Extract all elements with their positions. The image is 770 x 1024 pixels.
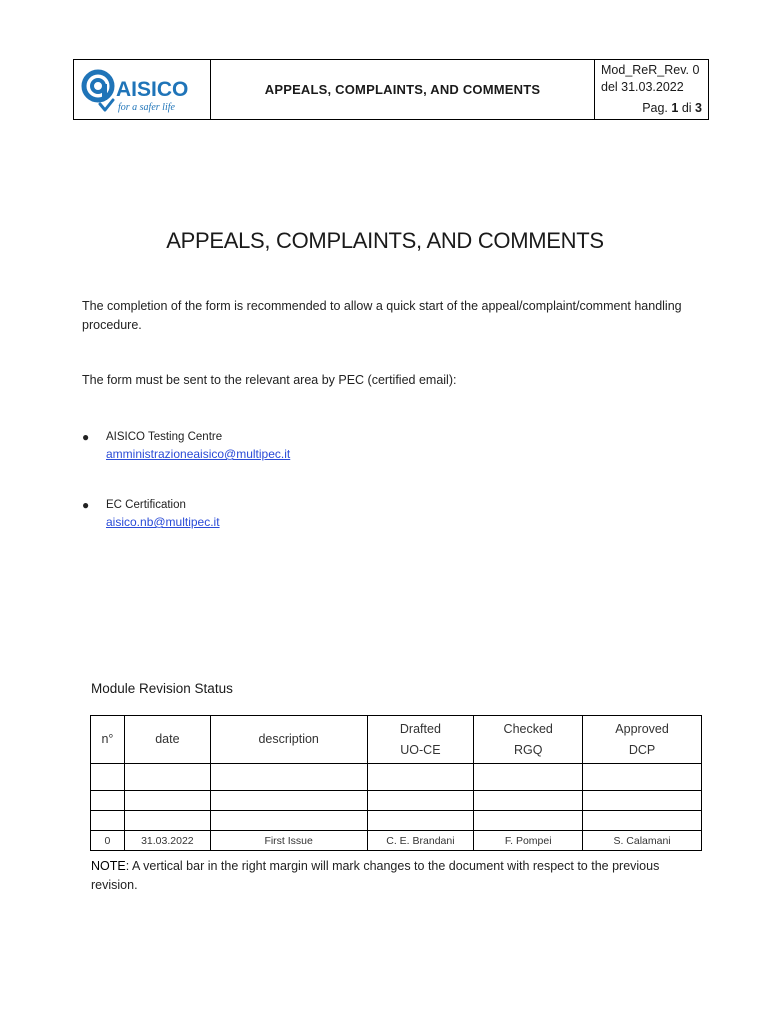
revision-heading: Module Revision Status xyxy=(91,681,233,696)
table-cell: S. Calamani xyxy=(583,831,702,851)
table-cell: First Issue xyxy=(210,831,367,851)
module-code: Mod_ReR_Rev. 0 xyxy=(601,63,700,77)
logo-name: AISICO xyxy=(116,78,189,101)
aisico-logo-icon xyxy=(80,66,204,116)
document-header xyxy=(73,59,709,120)
column-header: Drafted UO-CE xyxy=(367,716,474,764)
contact-email-link[interactable]: aisico.nb@multipec.it xyxy=(106,515,220,529)
table-cell: F. Pompei xyxy=(474,831,583,851)
table-row xyxy=(91,791,702,811)
table-cell: 0 xyxy=(91,831,125,851)
revision-note xyxy=(91,857,701,894)
page-prefix: Pag. xyxy=(642,101,668,115)
logo-cell xyxy=(74,60,211,119)
table-header-row xyxy=(91,716,702,764)
column-header: Approved DCP xyxy=(583,716,702,764)
bullet-icon: ● xyxy=(82,498,90,512)
page-current: 1 xyxy=(671,101,679,115)
send-paragraph: The form must be sent to the relevant area by PEC (certified email): xyxy=(82,373,457,387)
header-meta xyxy=(595,60,708,119)
header-title: APPEALS, COMPLAINTS, AND COMMENTS xyxy=(211,60,595,119)
column-header: date xyxy=(124,716,210,764)
column-header: description xyxy=(210,716,367,764)
revision-table xyxy=(90,715,702,851)
page-number xyxy=(601,100,702,117)
table-row xyxy=(91,831,702,851)
column-header: n° xyxy=(91,716,125,764)
table-cell: C. E. Brandani xyxy=(367,831,474,851)
note-label: NOTE xyxy=(91,859,126,873)
page-total: 3 xyxy=(695,101,702,115)
contact-label: EC Certification xyxy=(106,499,186,511)
page-sep: di xyxy=(681,101,692,115)
module-date: del 31.03.2022 xyxy=(601,80,684,94)
bullet-icon: ● xyxy=(82,430,90,444)
contact-label: AISICO Testing Centre xyxy=(106,431,223,443)
contact-email-link[interactable]: amministrazioneaisico@multipec.it xyxy=(106,447,291,461)
page-title: APPEALS, COMPLAINTS, AND COMMENTS xyxy=(166,228,604,253)
logo-tagline: for a safer life xyxy=(118,102,175,113)
intro-paragraph: The completion of the form is recommended to allow a quick start of the appeal/complaint/comment handling procedure. xyxy=(82,299,682,332)
table-row xyxy=(91,764,702,791)
column-header: Checked RGQ xyxy=(474,716,583,764)
note-text: : A vertical bar in the right margin will mark changes to the document with respect to the previous revision. xyxy=(91,859,660,892)
table-cell: 31.03.2022 xyxy=(124,831,210,851)
table-row xyxy=(91,811,702,831)
